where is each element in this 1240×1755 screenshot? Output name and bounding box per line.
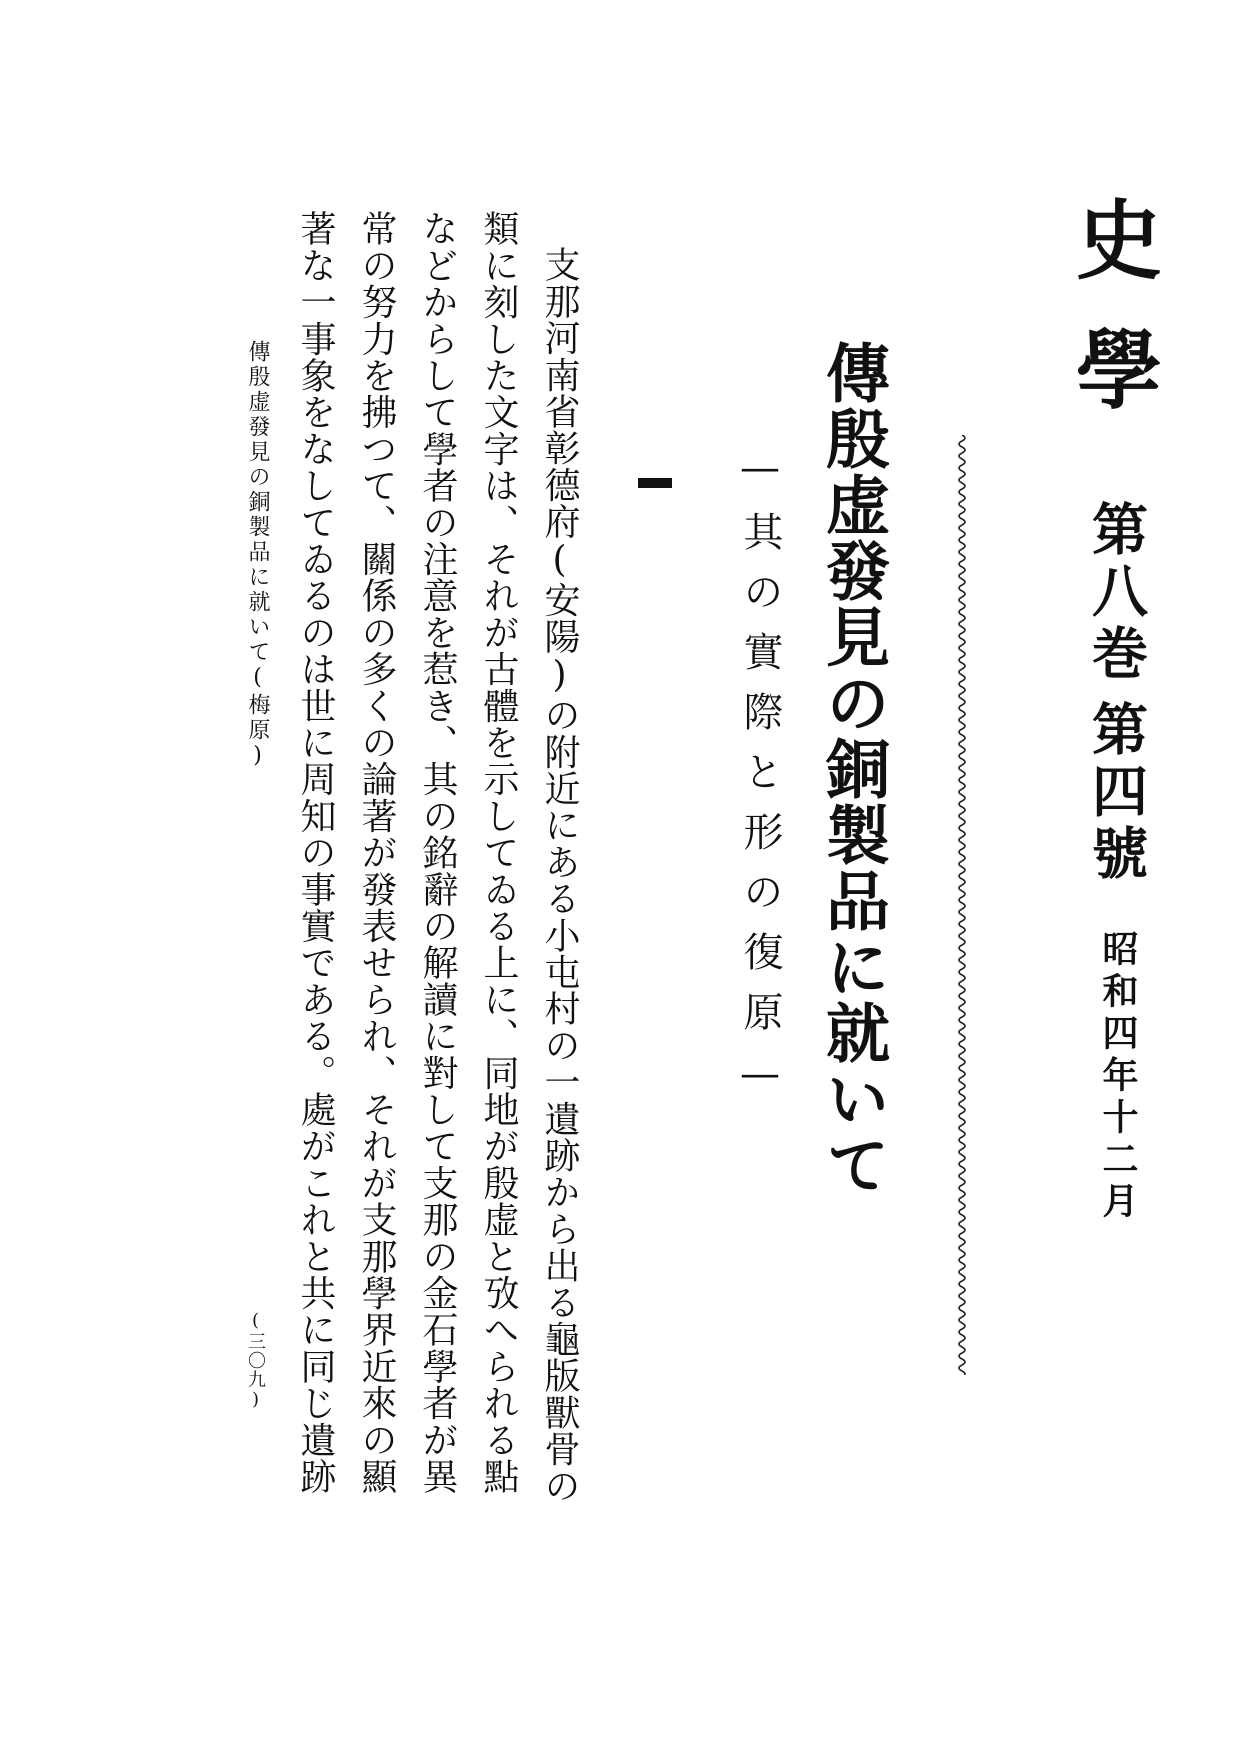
article-body — [290, 210, 590, 1530]
article-subtitle: —其の實際と形の復原— — [737, 445, 783, 1117]
wavy-divider — [955, 435, 969, 1375]
journal-name: 史學 — [1061, 195, 1162, 455]
section-number — [638, 478, 672, 488]
journal-issue: 第四號 — [1083, 700, 1149, 886]
article-title: 傳殷虚發見の銅製品に就いて — [815, 340, 890, 1198]
journal-volume: 第八巻 — [1083, 500, 1149, 686]
publication-date: 昭和四年十二月 — [1097, 930, 1139, 1224]
page-number: (三〇九) — [245, 1310, 266, 1411]
running-title: 傳殷虚發見の銅製品に就いて(梅原) — [245, 340, 270, 771]
body-paragraph: 支那河南省彰德府(安陽)の附近にある小屯村の一遺跡から出る龜版獸骨の類に刻した文字は、それが古體を示してゐる上に、同地が殷虚と攷へられる點などからして學者の注意を惹き、其の銘辭の解讀に對して支那の金石學者が異常の努力を拂つて、關係の多くの論著が發表せられ、それが支那學界近來の顯著な一事象をなしてゐるのは世に周知の事實である。處がこれと共に同じ遺跡 — [295, 210, 580, 1504]
